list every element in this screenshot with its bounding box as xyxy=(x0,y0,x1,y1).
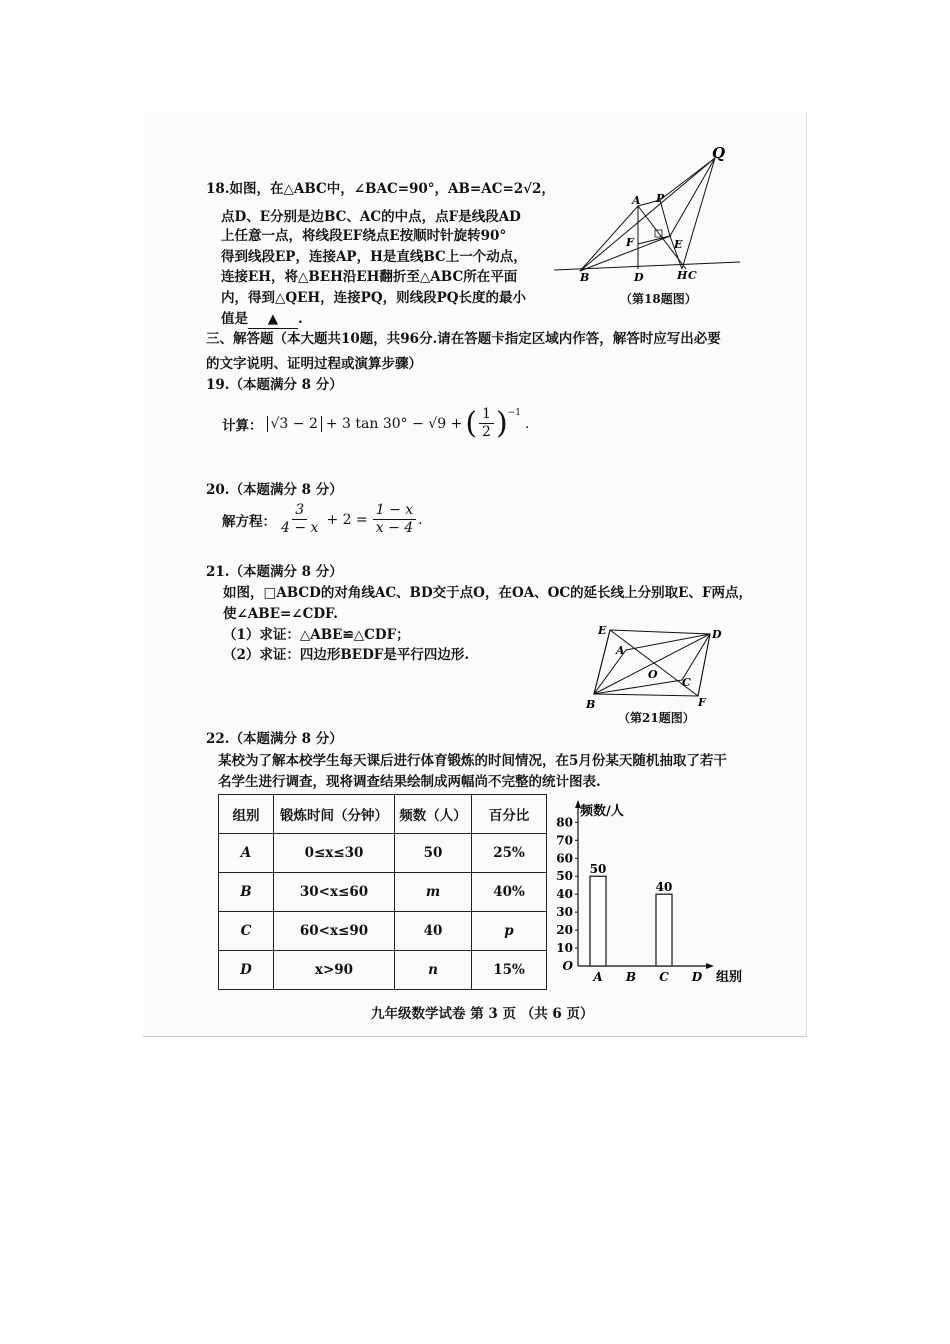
section3-line1: 三、解答题（本大题共10题，共96分.请在答题卡指定区域内作答，解答时应写出必要 xyxy=(206,331,721,347)
q21-header: 21.（本题满分 8 分） xyxy=(206,564,343,580)
y-tick-label: 40 xyxy=(556,887,573,902)
q21-line1: 如图，□ABCD的对角线AC、BD交于点O，在OA、OC的延长线上分别取E、F两点， xyxy=(223,585,753,601)
q19-prefix: 计算： xyxy=(222,417,263,434)
q21-label-e: E xyxy=(598,624,607,637)
x-tick-label: B xyxy=(625,970,637,984)
table-cell: C xyxy=(219,912,274,951)
y-tick-label: 80 xyxy=(556,815,573,830)
table-header-row xyxy=(219,795,547,834)
table-cell: 40 xyxy=(395,912,472,951)
x-axis-arrow xyxy=(706,963,714,969)
table-cell: B xyxy=(219,873,274,912)
section3-line2: 的文字说明、证明过程或演算步骤） xyxy=(206,356,422,372)
x-axis-label: 组别 xyxy=(716,970,743,985)
q19-expr-rest: + 3 tan 30° − √9 + xyxy=(325,415,463,432)
table-cell: 60<x≤90 xyxy=(274,912,395,951)
q19-paren-left: ( xyxy=(465,406,478,441)
q19-frac-den: 2 xyxy=(482,424,491,440)
table-cell: p xyxy=(472,912,547,951)
q20-header: 20.（本题满分 8 分） xyxy=(206,482,343,498)
q18-seg-pq xyxy=(660,158,715,200)
q21-part2: （2）求证：四边形BEDF是平行四边形. xyxy=(223,647,470,663)
bar xyxy=(590,876,606,966)
y-tick-label: 60 xyxy=(556,851,573,866)
table-cell: 50 xyxy=(395,834,472,873)
q20-lhs-num: 3 xyxy=(292,502,307,520)
sheet-bottom-edge xyxy=(143,1036,807,1037)
q19-exponent: −1 xyxy=(507,408,521,418)
table-cell: 25% xyxy=(472,834,547,873)
q20-rhs-num: 1 − x xyxy=(373,502,416,520)
q19-end: . xyxy=(524,415,530,432)
q20-prefix: 解方程： xyxy=(222,513,276,530)
table-header-cell: 频数（人） xyxy=(395,795,472,834)
q18-line5: 连接EH，将△BEH沿EH翻折至△ABC所在平面 xyxy=(221,269,518,285)
q21-seg-be xyxy=(594,630,610,694)
bar xyxy=(656,894,672,966)
answer-blank: ▲ xyxy=(248,310,298,329)
q18-line1: 18.如图，在△ABC中，∠BAC=90°，AB=AC=2√2， xyxy=(206,181,555,197)
q18-caption: （第18题图） xyxy=(620,292,697,306)
q20-lhs-den: 4 − x xyxy=(281,520,319,536)
table-cell: 30<x≤60 xyxy=(274,873,395,912)
q18-seg-qe xyxy=(670,158,715,236)
table-cell: 40% xyxy=(472,873,547,912)
q18-label-e: E xyxy=(674,238,683,251)
q22-bar-chart xyxy=(548,796,758,992)
q18-label-a: A xyxy=(632,194,641,207)
table-cell: n xyxy=(395,951,472,990)
table-cell: D xyxy=(219,951,274,990)
q21-part1: （1）求证：△ABE≌△CDF； xyxy=(223,627,410,643)
q22-header: 22.（本题满分 8 分） xyxy=(206,731,343,747)
q20-end: . xyxy=(418,511,423,528)
x-tick-label: C xyxy=(659,970,669,984)
q18-seg-qh xyxy=(682,158,715,269)
q19-abs: √3 − 2 xyxy=(267,416,322,432)
table-header-cell: 锻炼时间（分钟） xyxy=(274,795,395,834)
q19-paren-right: ) xyxy=(495,406,508,441)
y-tick-label: 70 xyxy=(556,833,573,848)
q20-lhs-fraction xyxy=(278,502,321,537)
table-cell: m xyxy=(395,873,472,912)
y-tick-label: O xyxy=(562,959,573,973)
q18-label-h: H xyxy=(677,269,688,282)
bar-data-label: 40 xyxy=(655,880,673,895)
q21-label-b: B xyxy=(586,698,596,711)
x-tick-label: D xyxy=(691,970,703,984)
q18-line7 xyxy=(221,310,303,329)
table-cell: 15% xyxy=(472,951,547,990)
q18-seg-bq xyxy=(580,158,715,271)
table-cell: A xyxy=(219,834,274,873)
q21-label-a: A xyxy=(616,644,625,657)
bar-data-label: 50 xyxy=(589,862,607,877)
q18-label-f: F xyxy=(626,236,634,249)
q21-caption: （第21题图） xyxy=(618,711,695,725)
q18-label-p: P xyxy=(656,192,665,205)
sheet-edge xyxy=(806,112,807,1036)
q21-label-f: F xyxy=(698,696,706,709)
q18-seg-fe xyxy=(638,236,670,244)
table-row xyxy=(219,873,547,912)
q18-line7-suffix: . xyxy=(298,311,303,327)
q21-figure xyxy=(580,622,730,714)
q22-line2: 名学生进行调查，现将调查结果绘制成两幅尚不完整的统计图表. xyxy=(218,774,601,790)
q21-label-c: C xyxy=(682,676,691,689)
y-tick-label: 10 xyxy=(556,941,573,956)
x-tick-label: A xyxy=(593,970,603,984)
q19-expression xyxy=(222,406,529,441)
q20-equation xyxy=(222,502,423,537)
table-header-cell: 百分比 xyxy=(472,795,547,834)
table-row xyxy=(219,834,547,873)
q21-line2: 使∠ABE=∠CDF. xyxy=(223,606,338,622)
q18-line4: 得到线段EP，连接AP，H是直线BC上一个动点， xyxy=(221,249,527,265)
q19-header: 19.（本题满分 8 分） xyxy=(206,377,343,393)
table-row xyxy=(219,951,547,990)
table-header-cell: 组别 xyxy=(219,795,274,834)
q18-line3: 上任意一点，将线段EF绕点E按顺时针旋转90° xyxy=(221,228,507,244)
q18-label-q: Q xyxy=(712,144,726,162)
table-cell: 0≤x≤30 xyxy=(274,834,395,873)
q18-line6: 内，得到△QEH，连接PQ，则线段PQ长度的最小 xyxy=(221,290,527,306)
q19-frac-num: 1 xyxy=(479,406,494,424)
page-footer: 九年级数学试卷 第 3 页 （共 6 页） xyxy=(371,1006,594,1022)
q19-fraction xyxy=(479,406,494,441)
q22-line1: 某校为了解本校学生每天课后进行体育锻炼的时间情况，在5月份某天随机抽取了若干 xyxy=(218,753,727,769)
y-tick-label: 50 xyxy=(556,869,573,884)
q18-label-d: D xyxy=(634,271,644,284)
y-tick-label: 20 xyxy=(556,923,573,938)
q18-figure xyxy=(550,140,750,310)
y-tick-label: 30 xyxy=(556,905,573,920)
q20-middle: + 2 = xyxy=(326,511,368,528)
q18-label-b: B xyxy=(580,271,590,284)
y-axis-label: 频数/人 xyxy=(580,804,624,819)
q21-label-d: D xyxy=(712,628,722,641)
q18-seg-pe xyxy=(660,200,670,236)
table-row xyxy=(219,912,547,951)
q20-rhs-fraction xyxy=(373,502,416,537)
q22-frequency-table xyxy=(218,794,547,990)
q18-line7-prefix: 值是 xyxy=(221,311,248,327)
q20-rhs-den: x − 4 xyxy=(375,520,414,536)
q18-line2: 点D、E分别是边BC、AC的中点，点F是线段AD xyxy=(221,209,521,225)
table-cell: x>90 xyxy=(274,951,395,990)
q21-label-o: O xyxy=(648,668,658,681)
q18-label-c: C xyxy=(688,269,697,282)
